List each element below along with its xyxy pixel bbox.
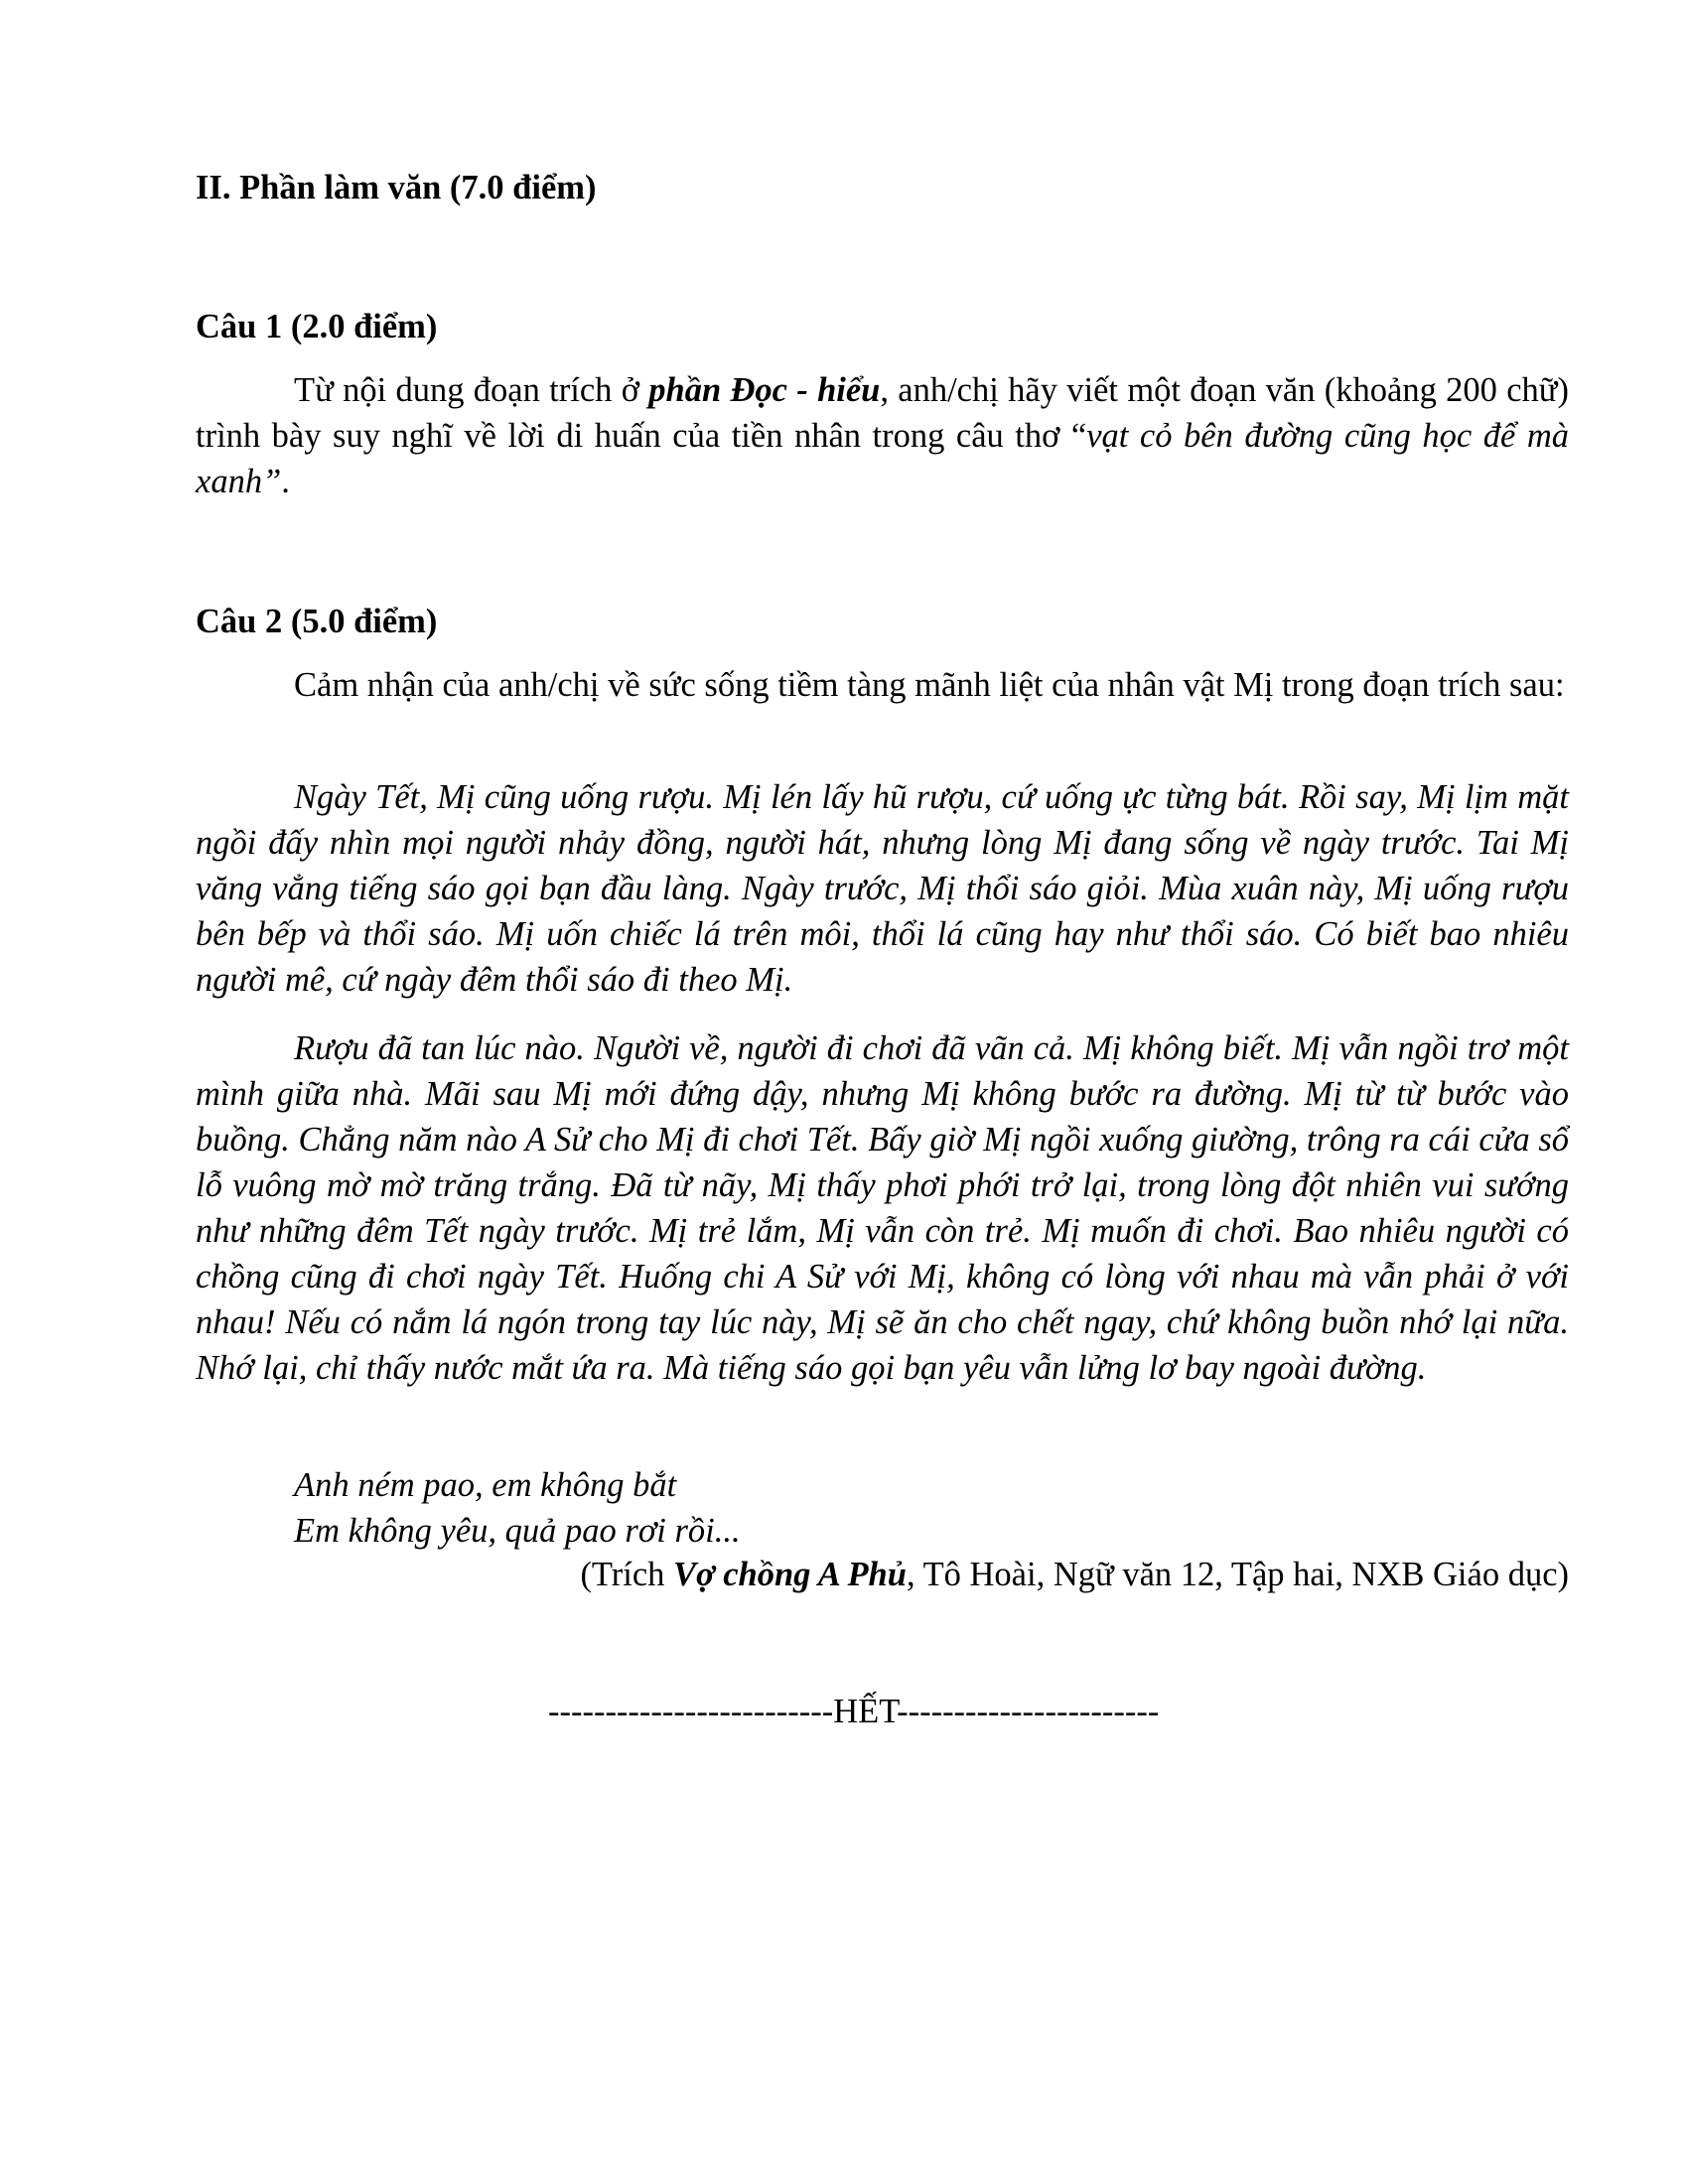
source-open: (Trích	[580, 1556, 674, 1593]
verse-line-2: Em không yêu, quả pao rơi rồi...	[294, 1512, 741, 1550]
excerpt-paragraph-1: Ngày Tết, Mị cũng uống rượu. Mị lén lấy hũ rượu, cứ uống ực từng bát. Rồi say, Mị lịm mặt ngồi đấy nhìn mọi người nhảy đồng, người hát, nhưng lòng Mị đang sống về ngày trước. Tai Mị văng vẳng tiếng sáo gọi bạn đầu làng. Ngày trước, Mị thổi sáo giỏi. Mùa xuân này, Mị uống rượu bên bếp và thổi sáo. Mị uốn chiếc lá trên môi, thổi lá cũng hay như thổi sáo. Có biết bao nhiêu người mê, cứ ngày đêm thổi sáo đi theo Mị.	[196, 778, 1569, 999]
q1-text-middle: , anh/chị hãy viết một đoạn văn (khoảng 200 chữ) trình bày suy nghĩ về lời di huấn của tiền nhân trong câu thơ “	[196, 371, 1569, 455]
verse-line-1: Anh ném pao, em không bắt	[294, 1466, 677, 1504]
question-2-prompt: Cảm nhận của anh/chị về sức sống tiềm tàng mãnh liệt của nhân vật Mị trong đoạn trích sau:	[294, 666, 1565, 704]
question-1-prompt	[196, 367, 1569, 504]
source-work-title: Vợ chồng A Phủ	[673, 1556, 907, 1593]
q1-text-start: Từ nội dung đoạn trích ở	[294, 371, 649, 409]
end-mark: -------------------------HẾT-----------------------	[548, 1693, 1160, 1730]
q1-poem-quote: vạt cỏ bên đường cũng học để mà xanh”	[196, 417, 1569, 500]
excerpt-paragraph-2: Rượu đã tan lúc nào. Người về, người đi chơi đã vãn cả. Mị không biết. Mị vẫn ngồi trơ một mình giữa nhà. Mãi sau Mị mới đứng dậy, nhưng Mị không bước ra đường. Mị từ từ bước vào buồng. Chẳng năm nào A Sử cho Mị đi chơi Tết. Bấy giờ Mị ngồi xuống giường, trông ra cái cửa sổ lỗ vuông mờ mờ trăng trắng. Đã từ nãy, Mị thấy phơi phới trở lại, trong lòng đột nhiên vui sướng như những đêm Tết ngày trước. Mị trẻ lắm, Mị vẫn còn trẻ. Mị muốn đi chơi. Bao nhiêu người có chồng cũng đi chơi ngày Tết. Huống chi A Sử với Mị, không có lòng với nhau mà vẫn phải ở với nhau! Nếu có nắm lá ngón trong tay lúc này, Mị sẽ ăn cho chết ngay, chứ không buồn nhớ lại nữa. Nhớ lại, chỉ thấy nước mắt ứa ra. Mà tiếng sáo gọi bạn yêu vẫn lửng lơ bay ngoài đường.	[196, 1029, 1569, 1387]
source-details: , Tô Hoài, Ngữ văn 12, Tập hai, NXB Giáo dục)	[906, 1556, 1569, 1593]
question-1-heading: Câu 1 (2.0 điểm)	[196, 308, 438, 345]
q1-reading-section-ref: phần Đọc - hiểu	[648, 371, 881, 409]
question-2-heading: Câu 2 (5.0 điểm)	[196, 603, 438, 640]
excerpt-source	[580, 1552, 1569, 1597]
part-heading: II. Phần làm văn (7.0 điểm)	[196, 169, 597, 206]
q1-text-end: .	[281, 463, 290, 500]
